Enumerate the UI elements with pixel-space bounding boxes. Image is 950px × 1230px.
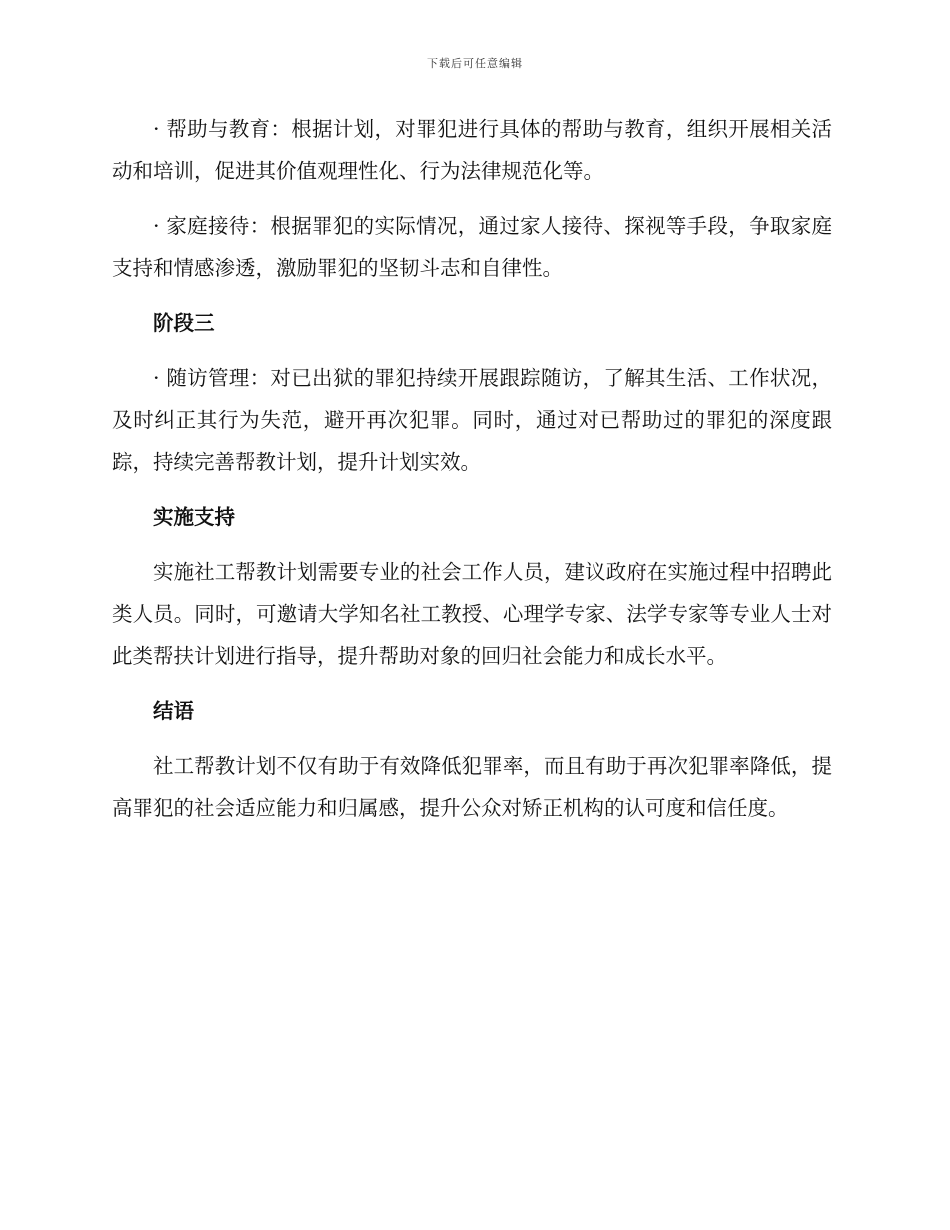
paragraph-family-reception: · 家庭接待：根据罪犯的实际情况，通过家人接待、探视等手段，争取家庭支持和情感渗透，激励罪犯的坚韧斗志和自律性。 — [112, 214, 832, 280]
document-body — [112, 108, 832, 829]
paragraph-follow-up: · 随访管理：对已出狱的罪犯持续开展跟踪随访，了解其生活、工作状况，及时纠正其行为失范，避开再次犯罪。同时，通过对已帮助过的罪犯的深度跟踪，持续完善帮教计划，提升计划实效。 — [112, 366, 832, 474]
heading-implementation-support: 实施支持 — [153, 505, 235, 529]
heading-conclusion: 结语 — [153, 699, 194, 723]
page-header: 下载后可任意编辑 — [427, 57, 523, 70]
heading-stage-three: 阶段三 — [153, 311, 215, 335]
paragraph-implementation: 实施社工帮教计划需要专业的社会工作人员，建议政府在实施过程中招聘此类人员。同时，可邀请大学知名社工教授、心理学专家、法学专家等专业人士对此类帮扶计划进行指导，提升帮助对象的回归社会能力和成长水平。 — [112, 560, 832, 668]
paragraph-conclusion: 社工帮教计划不仅有助于有效降低犯罪率，而且有助于再次犯罪率降低，提高罪犯的社会适应能力和归属感，提升公众对矫正机构的认可度和信任度。 — [112, 754, 832, 820]
paragraph-help-education: · 帮助与教育：根据计划，对罪犯进行具体的帮助与教育，组织开展相关活动和培训，促进其价值观理性化、行为法律规范化等。 — [112, 117, 832, 183]
